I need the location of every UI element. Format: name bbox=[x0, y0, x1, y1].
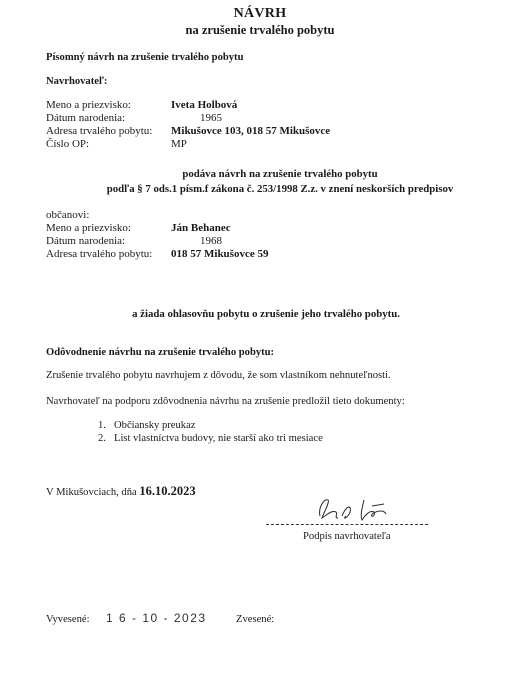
section-title: Písomný návrh na zrušenie trvalého pobytu bbox=[46, 52, 244, 63]
citizen-address-label: Adresa trvalého pobytu: bbox=[46, 248, 153, 260]
legal-line-2: podľa § 7 ods.1 písm.f zákona č. 253/1998 Z.z. v znení neskorších predpisov bbox=[106, 183, 454, 195]
signature-line bbox=[266, 524, 428, 525]
proposer-birth-label: Dátum narodenia: bbox=[46, 112, 126, 124]
proposer-name-value: Iveta Holbová bbox=[171, 99, 238, 111]
citizen-name-label: Meno a priezvisko: bbox=[46, 222, 131, 234]
document-item-1-num: 1. bbox=[98, 420, 106, 431]
citizen-birth-label: Dátum narodenia: bbox=[46, 235, 126, 247]
document-title: NÁVRH bbox=[233, 6, 287, 21]
document-subtitle: na zrušenie trvalého pobytu bbox=[185, 23, 335, 37]
proposer-address-label: Adresa trvalého pobytu: bbox=[46, 125, 153, 137]
justification-text-2: Navrhovateľ na podporu zdôvodnenia návrhu na zrušenie predložil tieto dokumenty: bbox=[46, 396, 405, 407]
handwritten-signature bbox=[300, 488, 420, 528]
place-date-value: 16.10.2023 bbox=[139, 484, 196, 498]
proposer-id-value: MP bbox=[171, 138, 187, 150]
legal-line-1: podáva návrh na zrušenie trvalého pobytu bbox=[182, 168, 378, 180]
citizen-address-value: 018 57 Mikušovce 59 bbox=[171, 248, 269, 260]
removed-label: Zvesené: bbox=[236, 614, 275, 625]
posted-label: Vyvesené: bbox=[46, 614, 90, 625]
proposer-address-value: Mikušovce 103, 018 57 Mikušovce bbox=[171, 125, 331, 137]
document-item-2: List vlastníctva budovy, nie starší ako tri mesiace bbox=[114, 433, 323, 444]
document-item-1: Občiansky preukaz bbox=[114, 420, 196, 431]
proposer-id-label: Číslo OP: bbox=[46, 138, 90, 150]
citizen-heading: občanovi: bbox=[46, 209, 90, 221]
proposer-birth-value: 1965 bbox=[200, 112, 222, 124]
citizen-name-value: Ján Behanec bbox=[171, 222, 231, 234]
justification-text-1: Zrušenie trvalého pobytu navrhujem z dôvodu, že som vlastníkom nehnuteľnosti. bbox=[46, 370, 391, 381]
request-line: a žiada ohlasovňu pobytu o zrušenie jeho trvalého pobytu. bbox=[132, 308, 400, 320]
justification-heading: Odôvodnenie návrhu na zrušenie trvalého pobytu: bbox=[46, 347, 275, 358]
signature-label: Podpis navrhovateľa bbox=[303, 531, 391, 542]
place-date-prefix: V Mikušovciach, dňa bbox=[46, 487, 140, 498]
proposer-heading: Navrhovateľ: bbox=[46, 76, 108, 87]
posted-date-stamp: 1 6 - 10 - 2023 bbox=[106, 611, 207, 625]
citizen-birth-value: 1968 bbox=[200, 235, 222, 247]
place-date bbox=[46, 482, 196, 500]
document-item-2-num: 2. bbox=[98, 433, 106, 444]
proposer-name-label: Meno a priezvisko: bbox=[46, 99, 131, 111]
